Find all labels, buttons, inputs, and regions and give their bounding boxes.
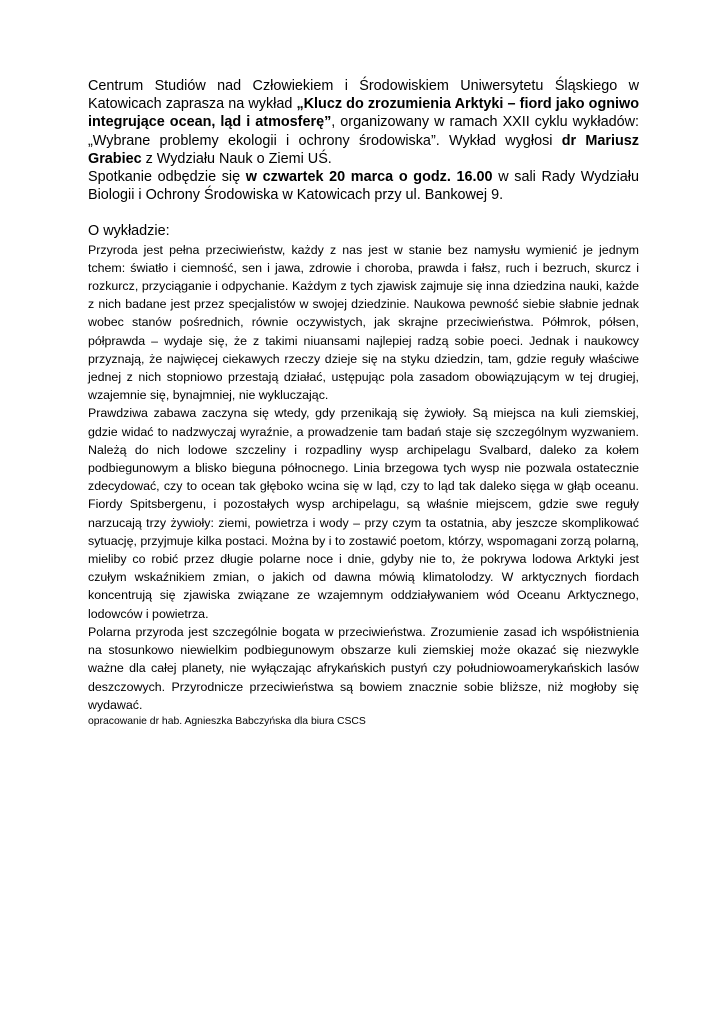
invitation-text: Centrum Studiów nad Człowiekiem i Środowiskiem Uniwersytetu Śląskiego w Katowicach zaprasza na wykład — [88, 78, 639, 113]
meeting-text: Spotkanie odbędzie się — [88, 169, 246, 186]
meeting-location: w sali Rady Wydziału Biologii i Ochrony Środowiska w Katowicach przy ul. Bankowej 9. — [88, 169, 639, 204]
about-heading: O wykładzie: — [88, 223, 170, 240]
about-paragraph: Polarna przyroda jest szczególnie bogata w przeciwieństwa. Zrozumienie zasad ich współistnienia na stosunkowo niewielkim podbiegunowym obszarze kuli ziemskiej może okazać się niezwykle ważne dla całej planety, nie wyłączając afrykańskich pustyń czy południowoamerykańskich lasów deszczowych. Przyrodnicze przeciwieństwa są bowiem znacznie sobie bliższe, niż mogłoby się wydawać. — [88, 624, 639, 712]
invitation-text-cont: , organizowany w ramach XXII cyklu wykładów: „Wybrane problemy ekologii i ochrony środowiska”. Wykład wygłosi — [88, 114, 639, 149]
announcement — [88, 77, 639, 204]
announcement-paragraph-invitation — [88, 77, 639, 168]
speaker-name: dr Mariusz Grabiec — [88, 132, 640, 167]
author-credit: opracowanie dr hab. Agnieszka Babczyńska dla biura CSCS — [88, 715, 366, 727]
document-page — [88, 77, 639, 730]
about-paragraph: Prawdziwa zabawa zaczyna się wtedy, gdy przenikają się żywioły. Są miejsca na kuli ziemskiej, gdzie widać to nadzwyczaj wyraźnie, a prowadzenie tam badań staje się szczególnym wyzwaniem. Należą do nich lodowe szczeliny i rozpadliny wysp archipelagu Svalbard, daleko za kołem podbiegunowym a blisko bieguna północnego. Linia brzegowa tych wysp nie pozwala ostatecznie zdecydować, czy to ocean tak głęboko wcina się w ląd, czy to ląd tak daleko sięga w głąb oceanu. Fiordy Spitsbergenu, i pozostałych wysp archipelagu, są właśnie miejscem, gdzie swe reguły narzucają trzy żywioły: ziemi, powietrza i wody – przy czym ta ostatnia, aby jeszcze skomplikować sytuację, przyjmuje kilka postaci. Można by i to zostawić poetom, którzy, wspomagani zorzą polarną, mieliby co robić przez długie polarne noce i dnie, gdyby nie to, że pokrywa lodowa Arktyki jest czułym wskaźnikiem zmian, o jakich od dawna mówią klimatolodzy. W arktycznych fiordach koncentrują się zjawiska związane ze wzajemnym oddziaływaniem wód Oceanu Arktycznego, lodowców i powietrza. — [88, 406, 639, 621]
about-paragraph: Przyroda jest pełna przeciwieństw, każdy z nas jest w stanie bez namysłu wymienić je jednym tchem: światło i ciemność, sen i jawa, zdrowie i choroba, prawda i fałsz, ruch i bezruch, skurcz i rozkurcz, przyciąganie i odpychanie. Każdym z tych zjawisk zajmuje się inna dziedzina nauki, każde z nich badane jest przez specjalistów w swojej dziedzinie. Naukowa pewność siebie słabnie jednak wobec stanów pośrednich, równie oczywistych, jak skrajne przeciwieństwa. Półmrok, półsen, półprawda – wydaje się, że z takimi niuansami najlepiej radzą sobie poeci. Jednak i naukowcy przyznają, że najwięcej ciekawych rzeczy dzieje się na styku dziedzin, tam, gdzie reguły właściwe jednej z nich stopniowo przestają działać, ustępując pola zasadom obowiązującym w tej drugiej, wzajemnie się, bynajmniej, nie wykluczając. — [88, 242, 639, 403]
about-body — [88, 241, 639, 714]
announcement-paragraph-meeting — [88, 168, 639, 204]
lecture-title: „Klucz do zrozumienia Arktyki – fiord jako ogniwo integrujące ocean, ląd i atmosferę” — [88, 96, 640, 131]
meeting-date: w czwartek 20 marca o godz. 16.00 — [245, 169, 493, 186]
speaker-affiliation: z Wydziału Nauk o Ziemi UŚ. — [141, 150, 332, 167]
